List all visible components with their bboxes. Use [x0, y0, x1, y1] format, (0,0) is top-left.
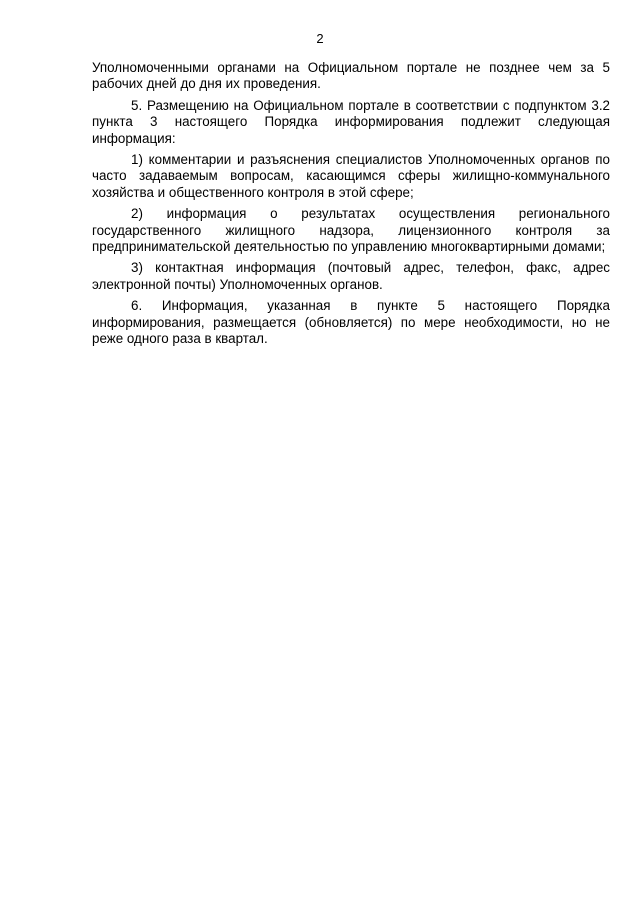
paragraph-item-6: 6. Информация, указанная в пункте 5 настоящего Порядка информирования, размещается (обновляется) по мере необходимости, но не реже одного раза в квартал.: [92, 298, 610, 347]
paragraph-subitem-2: 2) информация о результатах осуществления регионального государственного жилищного надзора, лицензионного контроля за предпринимательской деятельностью по управлению многоквартирными домами;: [92, 206, 610, 255]
paragraph-item-5: 5. Размещению на Официальном портале в соответствии с подпунктом 3.2 пункта 3 настоящего Порядка информирования подлежит следующая информация:: [92, 97, 610, 146]
paragraph-subitem-1: 1) комментарии и разъяснения специалистов Уполномоченных органов по часто задаваемым вопросам, касающимся сферы жилищно-коммунального хозяйства и общественного контроля в этой сфере;: [92, 152, 610, 200]
paragraph-subitem-3: 3) контактная информация (почтовый адрес, телефон, факс, адрес электронной почты) Уполномоченных органов.: [92, 260, 610, 292]
paragraph-continuation: Уполномоченными органами на Официальном портале не позднее чем за 5 рабочих дней до дня их проведения.: [92, 60, 610, 92]
page-number: 2: [316, 31, 324, 46]
document-body: [92, 60, 610, 353]
